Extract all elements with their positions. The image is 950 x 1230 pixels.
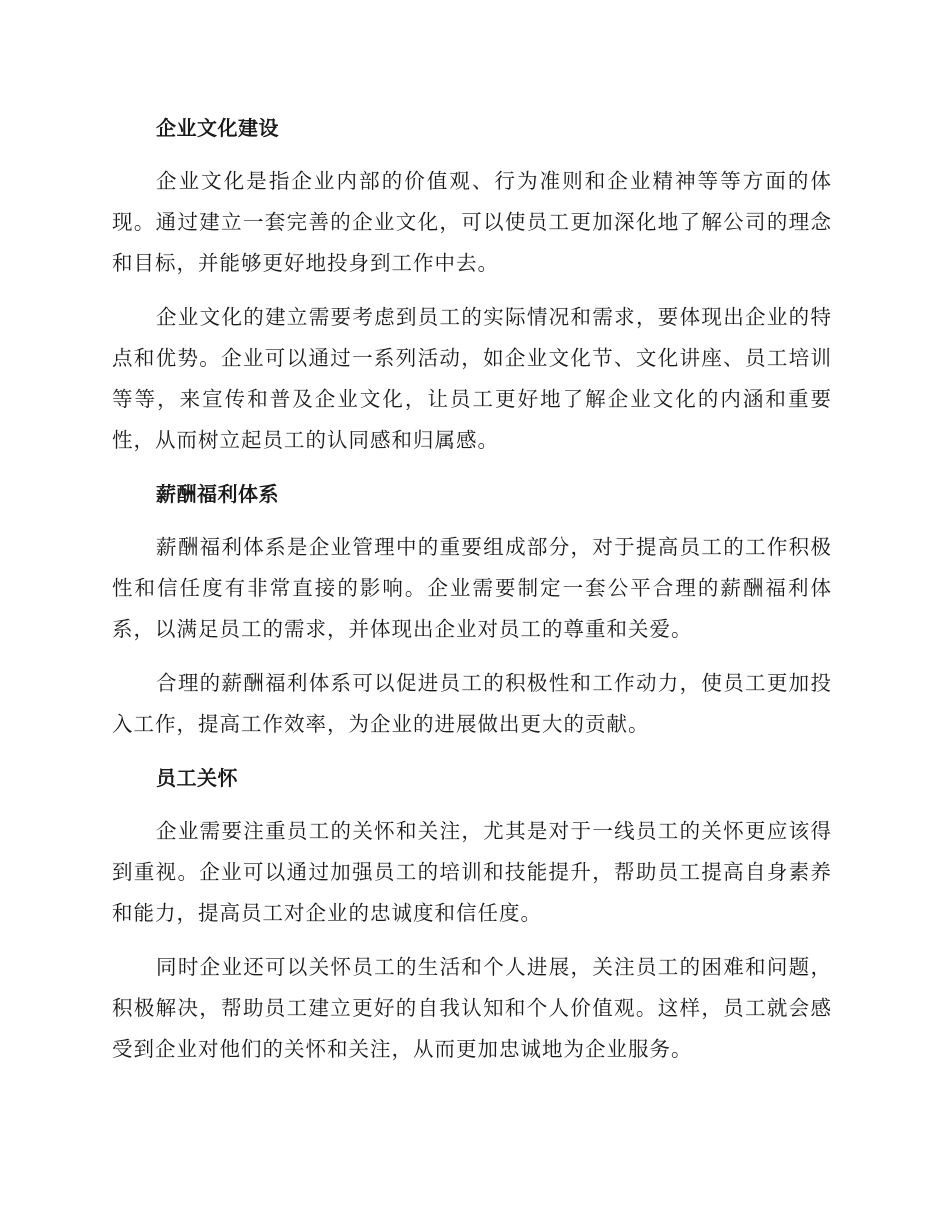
paragraph: 企业文化是指企业内部的价值观、行为准则和企业精神等等方面的体现。通过建立一套完善的企业文化，可以使员工更加深化地了解公司的理念和目标，并能够更好地投身到工作中去。: [112, 169, 832, 275]
paragraph: 企业需要注重员工的关怀和关注，尤其是对于一线员工的关怀更应该得到重视。企业可以通过加强员工的培训和技能提升，帮助员工提高自身素养和能力，提高员工对企业的忠诚度和信任度。: [112, 819, 832, 925]
section-employee-care: [112, 758, 832, 1070]
paragraph: 合理的薪酬福利体系可以促进员工的积极性和工作动力，使员工更加投入工作，提高工作效率，为企业的进展做出更大的贡献。: [112, 671, 832, 736]
paragraph: 同时企业还可以关怀员工的生活和个人进展，关注员工的困难和问题，积极解决，帮助员工建立更好的自我认知和个人价值观。这样，员工就会感受到企业对他们的关怀和关注，从而更加忠诚地为企业服务。: [112, 955, 832, 1061]
section-heading: 企业文化建设: [156, 116, 279, 140]
section-heading: 薪酬福利体系: [156, 482, 279, 506]
document-page: [112, 108, 832, 1083]
section-compensation-benefits: [112, 474, 832, 745]
paragraph: 企业文化的建立需要考虑到员工的实际情况和需求，要体现出企业的特点和优势。企业可以通过一系列活动，如企业文化节、文化讲座、员工培训等等，来宣传和普及企业文化，让员工更好地了解企业文化的内涵和重要性，从而树立起员工的认同感和归属感。: [112, 305, 832, 452]
paragraph: 薪酬福利体系是企业管理中的重要组成部分，对于提高员工的工作积极性和信任度有非常直接的影响。企业需要制定一套公平合理的薪酬福利体系，以满足员工的需求，并体现出企业对员工的尊重和关爱。: [112, 535, 832, 641]
section-corporate-culture: [112, 108, 832, 461]
section-heading: 员工关怀: [156, 766, 238, 790]
